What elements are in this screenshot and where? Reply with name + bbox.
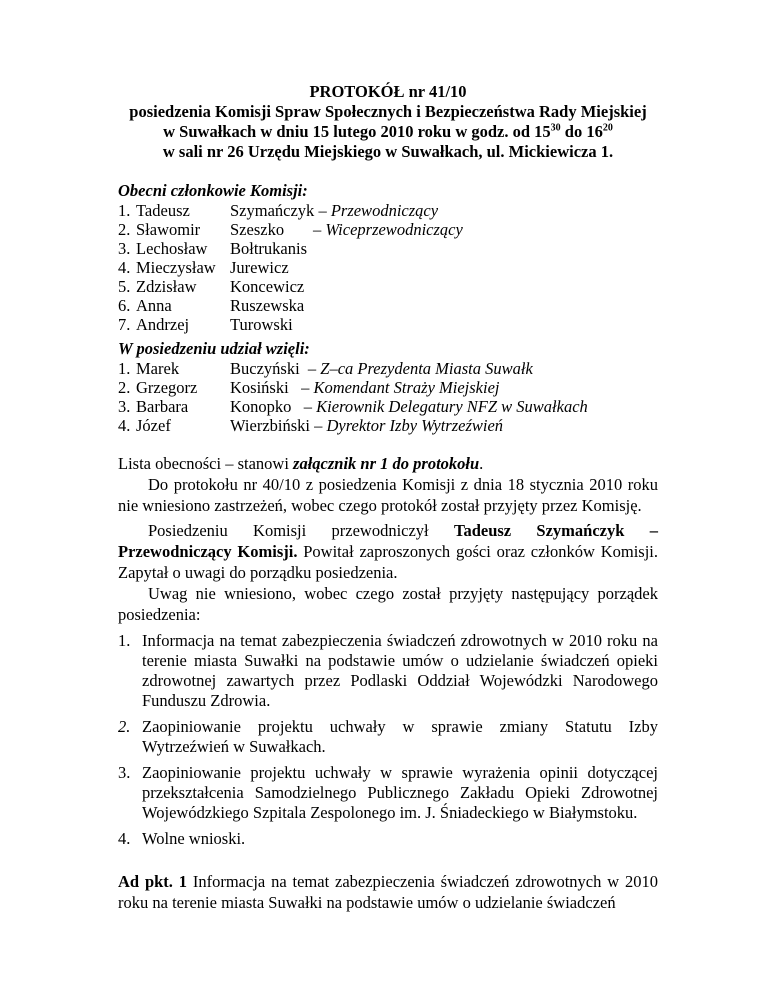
guest-row: 4. Józef Wierzbiński – Dyrektor Izby Wytrzeźwień	[118, 416, 504, 435]
protocol-title: PROTOKÓŁ nr 41/10	[309, 82, 467, 101]
agenda-point-label: Ad pkt. 1	[118, 872, 188, 891]
agenda-item: 1. Informacja na temat zabezpieczenia świadczeń zdrowotnych w 2010 roku na terenie miasta Suwałki na podstawie umów o udzielanie świadczeń opieki zdrowotnej zawartych przez Podlaski Oddział Wojewódzki Narodowego Funduszu Zdrowia.	[118, 631, 658, 710]
guests-list	[118, 359, 658, 435]
meeting-date-line: w Suwałkach w dniu 15 lutego 2010 roku w godz. od $15^{30}$ do $16^{20}$	[163, 122, 613, 141]
members-heading: Obecni członkowie Komisji:	[118, 181, 308, 200]
agenda-intro-paragraph: Uwag nie wniesiono, wobec czego został przyjęty następujący porządek posiedzenia:	[118, 584, 658, 624]
member-row: 4. Mieczysław Jurewicz	[118, 258, 289, 277]
chair-name: Tadeusz Szymańczyk – Przewodniczący Komisji.	[118, 521, 658, 561]
chair-paragraph: Posiedzeniu Komisji przewodniczył Tadeusz Szymańczyk – Przewodniczący Komisji. Powitał zaproszonych gości oraz członków Komisji. Zapytał o uwagi do porządku posiedzenia.	[118, 521, 658, 582]
member-row: 1. Tadeusz Szymańczyk – Przewodniczący	[118, 201, 439, 220]
member-row: 3. Lechosław Bołtrukanis	[118, 239, 307, 258]
member-row: 7. Andrzej Turowski	[118, 315, 293, 334]
agenda-point-1-paragraph: Ad pkt. 1 Informacja na temat zabezpieczenia świadczeń zdrowotnych w 2010 roku na terenie miasta Suwałki na podstawie umów o udzielanie świadczeń	[118, 872, 658, 912]
agenda-list	[118, 631, 658, 849]
attendance-note: Lista obecności – stanowi załącznik nr 1 do protokołu.	[118, 454, 484, 473]
member-row: 6. Anna Ruszewska	[118, 296, 305, 315]
agenda-item: 2. Zaopiniowanie projektu uchwały w sprawie zmiany Statutu Izby Wytrzeźwień w Suwałkach.	[118, 717, 658, 756]
document-header	[118, 82, 658, 162]
agenda-item: 3. Zaopiniowanie projektu uchwały w sprawie wyrażenia opinii dotyczącej przekształcenia Samodzielnego Publicznego Zakładu Opieki Zdrowotnej Wojewódzkiego Szpitala Zespolonego im. J. Śniadeckiego w Białymstoku.	[118, 763, 658, 822]
document-page	[118, 82, 658, 913]
guest-row: 2. Grzegorz Kosiński – Komendant Straży Miejskiej	[118, 378, 500, 397]
member-row: 5. Zdzisław Koncewicz	[118, 277, 305, 296]
agenda-item: 4. Wolne wnioski.	[118, 829, 246, 848]
member-row: 2. Sławomir Szeszko – Wiceprzewodniczący	[118, 220, 463, 239]
previous-protocol-paragraph: Do protokołu nr 40/10 z posiedzenia Komisji z dnia 18 stycznia 2010 roku nie wniesiono zastrzeżeń, wobec czego protokół został przyjęty przez Komisję.	[118, 475, 658, 515]
guests-heading: W posiedzeniu udział wzięli:	[118, 339, 310, 358]
guest-row: 1. Marek Buczyński – Z–ca Prezydenta Miasta Suwałk	[118, 359, 533, 378]
attachment-reference: załącznik nr 1 do protokołu	[293, 454, 480, 473]
members-list	[118, 201, 658, 334]
meeting-location-line: w sali nr 26 Urzędu Miejskiego w Suwałkach, ul. Mickiewicza 1.	[162, 142, 614, 161]
guest-row: 3. Barbara Konopko – Kierownik Delegatury NFZ w Suwałkach	[118, 397, 588, 416]
meeting-subtitle: posiedzenia Komisji Spraw Społecznych i Bezpieczeństwa Rady Miejskiej	[129, 102, 647, 121]
